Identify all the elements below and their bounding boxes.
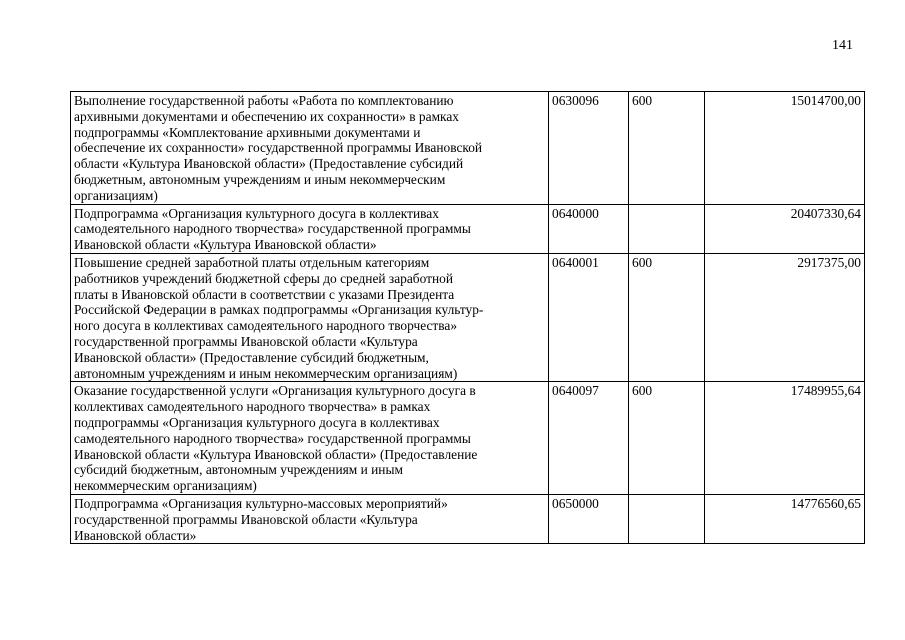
page-number: 141	[832, 38, 853, 53]
amount-cell: 20407330,64	[705, 204, 865, 253]
description-line: Повышение средней заработной платы отдельным категориям	[74, 254, 430, 270]
description-line: подпрограммы «Комплектование архивными документами и	[74, 124, 421, 140]
expense-type-cell: 600	[629, 253, 705, 381]
description-line: самодеятельного народного творчества» государственной программы	[74, 221, 471, 237]
description-line: подпрограммы «Организация культурного досуга в коллективах	[74, 414, 440, 430]
table-row	[71, 494, 865, 543]
description-line: Ивановской области «Культура Ивановской области»	[74, 237, 377, 253]
description-line: области «Культура Ивановской области» (Предоставление субсидий	[74, 156, 464, 172]
description-line: ного досуга в коллективах самодеятельного народного творчества»	[74, 318, 458, 334]
target-code-cell: 0640097	[549, 382, 629, 495]
budget-table	[70, 91, 865, 544]
description-line: организациям)	[74, 187, 158, 203]
table-row	[71, 253, 865, 381]
amount-cell: 17489955,64	[705, 382, 865, 495]
description-line: Выполнение государственной работы «Работа по комплектованию	[74, 93, 454, 108]
table-row	[71, 92, 865, 205]
description-line: некоммерческим организациям)	[74, 478, 257, 494]
description-line: коллективах самодеятельного народного творчества» в рамках	[74, 399, 431, 415]
description-line: самодеятельного народного творчества» государственной программы	[74, 430, 471, 446]
description-line: работников учреждений бюджетной сферы до средней заработной	[74, 270, 454, 286]
target-code-cell: 0650000	[549, 494, 629, 543]
description-line: государственной программы Ивановской области «Культура	[74, 511, 418, 527]
description-line: Ивановской области «Культура Ивановской области» (Предоставление	[74, 446, 478, 462]
amount-cell: 15014700,00	[705, 92, 865, 205]
description-line: бюджетным, автономным учреждениям и иным некоммерческим	[74, 171, 446, 187]
description-line: Ивановской области»	[74, 527, 197, 543]
description-line: Оказание государственной услуги «Организация культурного досуга в	[74, 383, 476, 399]
target-code-cell: 0640000	[549, 204, 629, 253]
expense-type-cell	[629, 204, 705, 253]
description-line: Ивановской области» (Предоставление субсидий бюджетным,	[74, 349, 429, 365]
description-line: Подпрограмма «Организация культурно-массовых мероприятий»	[74, 495, 448, 511]
description-cell	[71, 494, 549, 543]
table-row	[71, 382, 865, 495]
description-cell	[71, 382, 549, 495]
table-row	[71, 204, 865, 253]
target-code-cell: 0640001	[549, 253, 629, 381]
expense-type-cell: 600	[629, 382, 705, 495]
description-cell	[71, 253, 549, 381]
description-line: Подпрограмма «Организация культурного досуга в коллективах	[74, 205, 439, 221]
expense-type-cell	[629, 494, 705, 543]
description-line: Российской Федерации в рамках подпрограммы «Организация культур-	[74, 302, 484, 318]
amount-cell: 2917375,00	[705, 253, 865, 381]
amount-cell: 14776560,65	[705, 494, 865, 543]
description-cell	[71, 92, 549, 205]
description-line: платы в Ивановской области в соответствии с указами Президента	[74, 286, 455, 302]
description-cell	[71, 204, 549, 253]
expense-type-cell: 600	[629, 92, 705, 205]
description-line: государственной программы Ивановской области «Культура	[74, 333, 418, 349]
description-line: автономным учреждениям и иным некоммерческим организациям)	[74, 365, 458, 381]
description-line: архивными документами и обеспечению их сохранности» в рамках	[74, 108, 459, 124]
target-code-cell: 0630096	[549, 92, 629, 205]
description-line: субсидий бюджетным, автономным учреждениям и иным	[74, 462, 403, 478]
description-line: обеспечение их сохранности» государственной программы Ивановской	[74, 140, 483, 156]
